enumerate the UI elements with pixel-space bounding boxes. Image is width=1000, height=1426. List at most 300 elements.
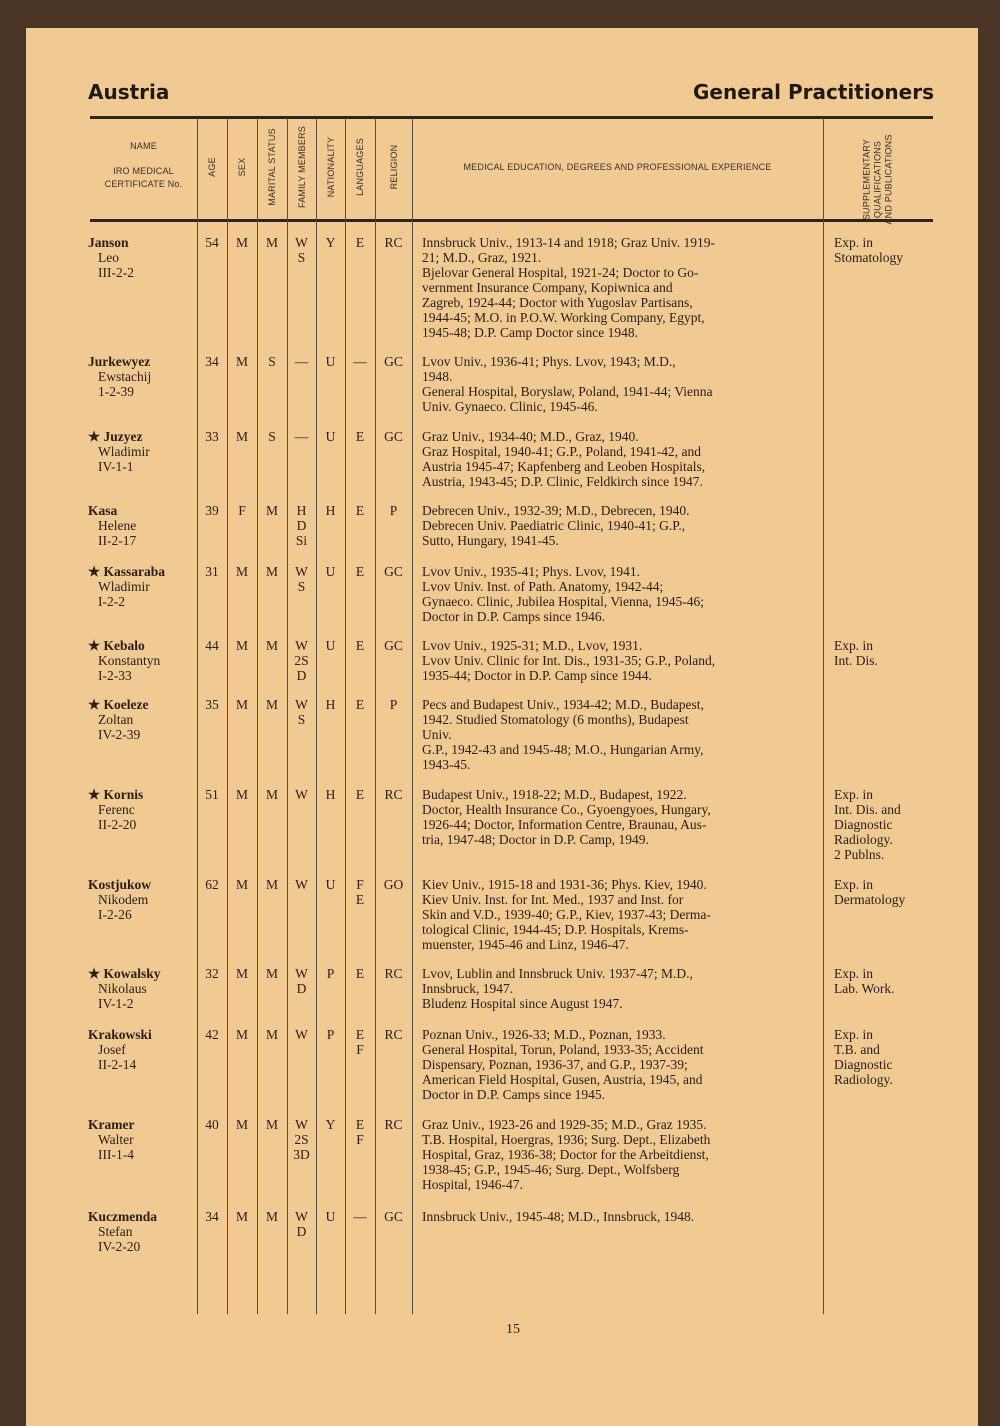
sex-value: F [238, 503, 246, 518]
name-cell [88, 877, 198, 922]
age-value: 34 [205, 354, 219, 369]
nationality-value: U [325, 638, 336, 653]
first-name: Konstantyn [98, 653, 161, 668]
nationality-cell [316, 503, 345, 518]
languages-cell [345, 638, 375, 653]
page-number: 15 [506, 1322, 520, 1337]
religion-cell [375, 1117, 412, 1132]
certificate-number: II-2-17 [98, 533, 137, 548]
country-heading: Austria [88, 80, 170, 104]
sup-label-1: SUPPLEMENTARY [861, 138, 872, 221]
supplementary-line: Radiology. [834, 1072, 893, 1087]
supplementary-line: T.B. and [834, 1042, 880, 1057]
nationality-cell [316, 564, 345, 579]
marital-value: M [265, 1209, 278, 1224]
nationality-cell [316, 354, 345, 369]
sex-cell [227, 1209, 257, 1224]
family-value: W [295, 564, 308, 579]
first-name: Walter [98, 1132, 134, 1147]
marital-cell [257, 787, 287, 802]
supplementary-line: Dermatology [834, 892, 906, 907]
marital-cell [257, 235, 287, 250]
certificate-number: IV-2-39 [98, 727, 141, 742]
family-value: W [295, 638, 308, 653]
marital-value: M [265, 1027, 278, 1042]
age-value: 62 [205, 877, 219, 892]
nationality-value: P [326, 966, 335, 981]
first-name: Ewstachij [98, 369, 152, 384]
nationality-value: Y [325, 235, 336, 250]
name-cell [88, 787, 198, 832]
education-line: Bludenz Hospital since August 1947. [422, 996, 623, 1011]
column-divider [345, 118, 346, 1314]
sex-value: M [235, 1117, 248, 1132]
religion-value: P [389, 697, 398, 712]
family-cell [287, 1027, 316, 1042]
name-cell [88, 429, 198, 474]
marital-value: M [265, 235, 278, 250]
marital-cell [257, 1117, 287, 1132]
family-cell [287, 1209, 316, 1239]
surname: Jurkewyez [88, 354, 151, 369]
age-cell [197, 1209, 227, 1224]
education-line: Doctor in D.P. Camps since 1945. [422, 1087, 605, 1102]
marital-cell [257, 966, 287, 981]
nationality-value: H [325, 697, 336, 712]
age-value: 33 [205, 429, 219, 444]
religion-value: RC [384, 966, 403, 981]
sex-value: M [235, 966, 248, 981]
family-cell [287, 235, 316, 265]
education-line: 1938-45; G.P., 1945-46; Surg. Dept., Wolfsberg [422, 1162, 680, 1177]
column-divider [197, 118, 198, 1314]
nationality-cell [316, 697, 345, 712]
marital-cell [257, 638, 287, 653]
education-line: Hospital, 1946-47. [422, 1177, 523, 1192]
family-value: W [295, 697, 308, 712]
education-cell [422, 1117, 814, 1192]
family-value: W [295, 877, 308, 892]
marital-value: M [265, 638, 278, 653]
languages-cell [345, 503, 375, 518]
age-cell [197, 354, 227, 369]
surname: ★ Kassaraba [88, 564, 165, 579]
family-value: S [297, 579, 306, 594]
column-divider [316, 118, 317, 1314]
sex-cell [227, 966, 257, 981]
marital-value: S [268, 354, 276, 369]
family-value: W [295, 1117, 308, 1132]
column-header-nationality: NATIONALITY [325, 136, 336, 198]
certificate-number: IV-1-2 [98, 996, 134, 1011]
supplementary-line: Exp. in [834, 787, 873, 802]
first-name: Leo [98, 250, 119, 265]
first-name: Nikolaus [98, 981, 147, 996]
name-cell [88, 564, 198, 609]
languages-cell [345, 787, 375, 802]
nationality-value: H [325, 787, 336, 802]
education-line: Graz Univ., 1923-26 and 1929-35; M.D., Graz 1935. [422, 1117, 707, 1132]
education-cell [422, 354, 814, 414]
age-cell [197, 877, 227, 892]
languages-cell [345, 429, 375, 444]
age-cell [197, 235, 227, 250]
education-line: General Hospital, Boryslaw, Poland, 1941-44; Vienna [422, 384, 713, 399]
column-header-age: AGE [207, 157, 217, 177]
marital-cell [257, 697, 287, 712]
languages-value: E [355, 966, 365, 981]
religion-cell [375, 877, 412, 892]
column-header-languages: LANGUAGES [355, 138, 365, 196]
marital-value: M [265, 697, 278, 712]
family-value: H [296, 503, 307, 518]
education-line: Kiev Univ., 1915-18 and 1931-36; Phys. Kiev, 1940. [422, 877, 707, 892]
family-cell [287, 503, 316, 548]
supplementary-line: Exp. in [834, 1027, 873, 1042]
age-value: 39 [205, 503, 219, 518]
supplementary-cell [834, 235, 944, 265]
marital-cell [257, 503, 287, 518]
age-value: 51 [205, 787, 219, 802]
first-name: Stefan [98, 1224, 133, 1239]
family-value: D [296, 668, 307, 683]
family-cell [287, 966, 316, 996]
religion-cell [375, 638, 412, 653]
age-value: 32 [205, 966, 219, 981]
marital-cell [257, 877, 287, 892]
family-value: W [295, 787, 308, 802]
family-value: D [296, 1224, 307, 1239]
surname: ★ Koeleze [88, 697, 149, 712]
family-value: — [294, 429, 309, 444]
education-cell [422, 1027, 814, 1102]
education-cell [422, 877, 814, 952]
supplementary-cell [834, 966, 944, 996]
sex-cell [227, 354, 257, 369]
column-header-religion: RELIGION [388, 144, 399, 190]
sex-value: M [235, 429, 248, 444]
family-value: 2S [294, 653, 309, 668]
family-cell [287, 638, 316, 683]
education-cell [422, 1209, 814, 1224]
education-line: 1948. [422, 369, 453, 384]
education-line: Budapest Univ., 1918-22; M.D., Budapest, 1922. [422, 787, 687, 802]
nationality-cell [316, 1027, 345, 1042]
age-cell [197, 503, 227, 518]
education-line: tological Clinic, 1944-45; D.P. Hospitals, Krems- [422, 922, 689, 937]
languages-value: E [355, 235, 365, 250]
religion-value: RC [384, 787, 403, 802]
education-line: Kiev Univ. Inst. for Int. Med., 1937 and Inst. for [422, 892, 684, 907]
supplementary-cell [834, 1027, 944, 1087]
age-value: 54 [205, 235, 219, 250]
surname: Kuczmenda [88, 1209, 157, 1224]
religion-value: GC [384, 638, 403, 653]
education-line: Pecs and Budapest Univ., 1934-42; M.D., Budapest, [422, 697, 704, 712]
nationality-value: Y [325, 1117, 336, 1132]
age-cell [197, 697, 227, 712]
marital-value: M [265, 503, 278, 518]
education-cell [422, 429, 814, 489]
sex-value: M [235, 564, 248, 579]
marital-cell [257, 1209, 287, 1224]
supplementary-line: Radiology. [834, 832, 893, 847]
col-cert-label: CERTIFICATE No. [104, 179, 183, 189]
education-cell [422, 564, 814, 624]
certificate-number: III-1-4 [98, 1147, 134, 1162]
education-cell [422, 638, 814, 683]
marital-cell [257, 564, 287, 579]
nationality-cell [316, 235, 345, 250]
age-value: 34 [205, 1209, 219, 1224]
section-heading: General Practitioners [693, 80, 934, 104]
education-cell [422, 503, 814, 548]
family-value: 2S [294, 1132, 309, 1147]
nationality-cell [316, 638, 345, 653]
nationality-value: P [326, 1027, 335, 1042]
name-cell [88, 235, 198, 280]
marital-cell [257, 1027, 287, 1042]
education-line: Univ. [422, 727, 452, 742]
first-name: Zoltan [98, 712, 134, 727]
family-value: W [295, 1027, 308, 1042]
certificate-number: 1-2-39 [98, 384, 134, 399]
education-line: Lvov Univ., 1936-41; Phys. Lvov, 1943; M.D., [422, 354, 676, 369]
sup-label-2: QUALIFICATIONS [872, 140, 883, 219]
education-line: Innsbruck Univ., 1913-14 and 1918; Graz Univ. 1919- [422, 235, 715, 250]
supplementary-line: Exp. in [834, 235, 873, 250]
marital-value: S [268, 429, 276, 444]
religion-value: GC [384, 429, 403, 444]
sex-value: M [235, 235, 248, 250]
languages-cell [345, 1117, 375, 1147]
languages-cell [345, 697, 375, 712]
surname: ★ Kebalo [88, 638, 145, 653]
supplementary-line: 2 Publns. [834, 847, 885, 862]
nationality-cell [316, 1209, 345, 1224]
age-cell [197, 429, 227, 444]
languages-value: E [355, 503, 365, 518]
supplementary-cell [834, 877, 944, 907]
supplementary-line: Diagnostic [834, 817, 893, 832]
nationality-value: U [325, 1209, 336, 1224]
languages-cell [345, 877, 375, 907]
surname: Janson [88, 235, 129, 250]
supplementary-cell [834, 787, 944, 862]
education-line: Austria, 1943-45; D.P. Clinic, Feldkirch since 1947. [422, 474, 703, 489]
age-value: 35 [205, 697, 219, 712]
languages-value: F [356, 877, 364, 892]
surname: ★ Kowalsky [88, 966, 161, 981]
sup-label-3: AND PUBLICATIONS [883, 134, 894, 225]
religion-cell [375, 429, 412, 444]
column-divider [375, 118, 376, 1314]
education-line: Doctor, Health Insurance Co., Gyoengyoes, Hungary, [422, 802, 711, 817]
name-cell [88, 1027, 198, 1072]
marital-cell [257, 429, 287, 444]
religion-value: GC [384, 1209, 403, 1224]
first-name: Wladimir [98, 444, 150, 459]
supplementary-line: Exp. in [834, 966, 873, 981]
religion-cell [375, 354, 412, 369]
education-line: Doctor in D.P. Camps since 1946. [422, 609, 605, 624]
first-name: Nikodem [98, 892, 149, 907]
languages-cell [345, 966, 375, 981]
education-line: American Field Hospital, Gusen, Austria, 1945, and [422, 1072, 703, 1087]
religion-cell [375, 503, 412, 518]
religion-value: RC [384, 1117, 403, 1132]
education-line: Lvov Univ. Clinic for Int. Dis., 1931-35; G.P., Poland, [422, 653, 716, 668]
languages-cell [345, 1027, 375, 1057]
education-line: 1944-45; M.O. in P.O.W. Working Company, Egypt, [422, 310, 705, 325]
languages-value: E [355, 429, 365, 444]
supplementary-line: Exp. in [834, 877, 873, 892]
nationality-cell [316, 966, 345, 981]
religion-cell [375, 966, 412, 981]
education-line: 1942. Studied Stomatology (6 months), Budapest [422, 712, 689, 727]
education-line: 1945-48; D.P. Camp Doctor since 1948. [422, 325, 638, 340]
education-line: 1926-44; Doctor, Information Centre, Braunau, Aus- [422, 817, 707, 832]
nationality-cell [316, 877, 345, 892]
sex-value: M [235, 877, 248, 892]
sex-cell [227, 697, 257, 712]
education-line: Lvov Univ., 1935-41; Phys. Lvov, 1941. [422, 564, 640, 579]
marital-cell [257, 354, 287, 369]
age-value: 44 [205, 638, 219, 653]
education-line: 21; M.D., Graz, 1921. [422, 250, 542, 265]
sex-value: M [235, 697, 248, 712]
education-line: Skin and V.D., 1939-40; G.P., Kiev, 1937-43; Derma- [422, 907, 711, 922]
sex-cell [227, 503, 257, 518]
surname: Kramer [88, 1117, 135, 1132]
religion-cell [375, 787, 412, 802]
languages-cell [345, 235, 375, 250]
languages-value: E [355, 638, 365, 653]
column-divider [412, 118, 413, 1314]
religion-cell [375, 1209, 412, 1224]
age-cell [197, 966, 227, 981]
education-line: Lvov Univ., 1925-31; M.D., Lvov, 1931. [422, 638, 643, 653]
first-name: Josef [98, 1042, 126, 1057]
sex-cell [227, 638, 257, 653]
sex-cell [227, 1027, 257, 1042]
surname: ★ Kornis [88, 787, 144, 802]
religion-cell [375, 1027, 412, 1042]
education-line: 1935-44; Doctor in D.P. Camp since 1944. [422, 668, 652, 683]
family-cell [287, 697, 316, 727]
religion-value: P [389, 503, 398, 518]
marital-value: M [265, 877, 278, 892]
age-value: 31 [205, 564, 219, 579]
languages-value: E [355, 1117, 365, 1132]
first-name: Helene [98, 518, 137, 533]
education-line: Lvov Univ. Inst. of Path. Anatomy, 1942-44; [422, 579, 664, 594]
religion-cell [375, 235, 412, 250]
surname: Kostjukow [88, 877, 152, 892]
name-cell [88, 697, 198, 742]
first-name: Ferenc [98, 802, 135, 817]
family-cell [287, 429, 316, 444]
nationality-value: U [325, 564, 336, 579]
age-cell [197, 787, 227, 802]
sex-value: M [235, 787, 248, 802]
education-line: Poznan Univ., 1926-33; M.D., Poznan, 1933. [422, 1027, 666, 1042]
nationality-cell [316, 1117, 345, 1132]
supplementary-line: Int. Dis. and [834, 802, 901, 817]
family-cell [287, 1117, 316, 1162]
sex-value: M [235, 638, 248, 653]
certificate-number: I-2-2 [98, 594, 125, 609]
name-cell [88, 354, 198, 399]
family-value: D [296, 518, 307, 533]
supplementary-line: Stomatology [834, 250, 904, 265]
age-cell [197, 564, 227, 579]
nationality-cell [316, 429, 345, 444]
education-cell [422, 787, 814, 847]
supplementary-cell [834, 638, 944, 668]
age-cell [197, 1027, 227, 1042]
column-header-marital: MARITAL STATUS [267, 128, 277, 206]
marital-value: M [265, 966, 278, 981]
nationality-value: U [325, 877, 336, 892]
column-divider [227, 118, 228, 1314]
certificate-number: I-2-33 [98, 668, 132, 683]
name-cell [88, 503, 198, 548]
age-cell [197, 638, 227, 653]
languages-value: E [355, 1027, 365, 1042]
education-cell [422, 697, 814, 772]
marital-value: M [265, 1117, 278, 1132]
name-cell [88, 1117, 198, 1162]
family-cell [287, 354, 316, 369]
age-value: 40 [205, 1117, 219, 1132]
surname: ★ Juzyez [88, 429, 143, 444]
supplementary-line: Exp. in [834, 638, 873, 653]
surname: Kasa [88, 503, 118, 518]
family-value: S [297, 712, 306, 727]
languages-cell [345, 564, 375, 579]
languages-value: F [356, 1042, 364, 1057]
sex-value: M [235, 354, 248, 369]
education-line: Lvov, Lublin and Innsbruck Univ. 1937-47; M.D., [422, 966, 693, 981]
religion-value: RC [384, 235, 403, 250]
col-name-label: NAME [130, 141, 157, 151]
family-value: 3D [293, 1147, 310, 1162]
family-value: W [295, 235, 308, 250]
religion-cell [375, 564, 412, 579]
education-line: Zagreb, 1924-44; Doctor with Yugoslav Partisans, [422, 295, 693, 310]
family-value: W [295, 966, 308, 981]
family-cell [287, 787, 316, 802]
languages-value: E [355, 892, 365, 907]
name-cell [88, 966, 198, 1011]
religion-value: GC [384, 354, 403, 369]
column-header-supplementary [823, 118, 932, 225]
sex-cell [227, 877, 257, 892]
sex-value: M [235, 1209, 248, 1224]
education-line: T.B. Hospital, Hoergras, 1936; Surg. Dept., Elizabeth [422, 1132, 711, 1147]
certificate-number: II-2-20 [98, 817, 137, 832]
family-value: Si [295, 533, 308, 548]
education-line: General Hospital, Torun, Poland, 1933-35; Accident [422, 1042, 704, 1057]
education-line: Dispensary, Poznan, 1936-37, and G.P., 1937-39; [422, 1057, 688, 1072]
education-line: Debrecen Univ. Paediatric Clinic, 1940-41; G.P., [422, 518, 686, 533]
education-line: Graz Hospital, 1940-41; G.P., Poland, 1941-42, and [422, 444, 701, 459]
education-cell [422, 235, 814, 340]
family-cell [287, 877, 316, 892]
education-line: Univ. Gynaeco. Clinic, 1945-46. [422, 399, 598, 414]
certificate-number: II-2-14 [98, 1057, 137, 1072]
